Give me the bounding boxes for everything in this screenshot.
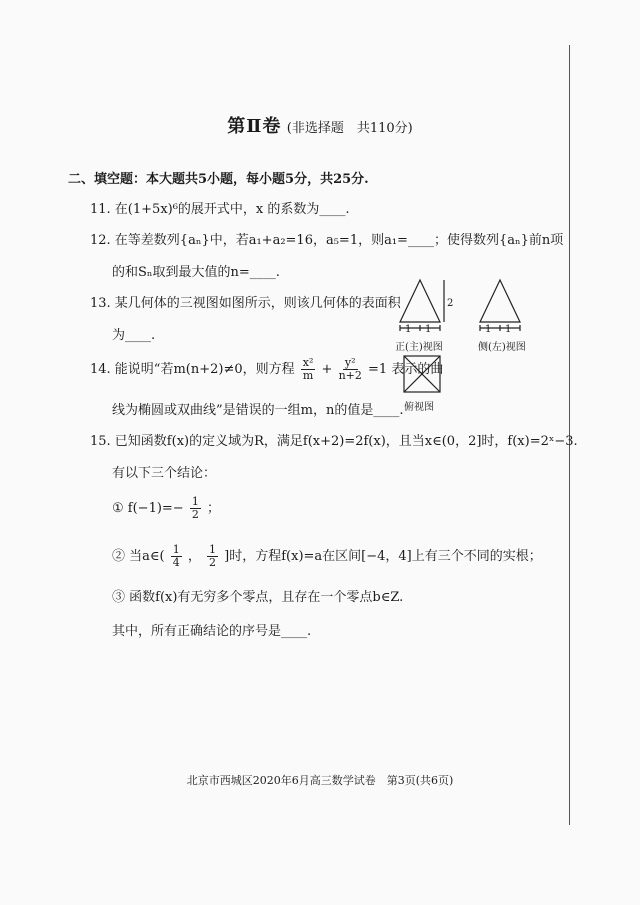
question-15-line1: 15. 已知函数f(x)的定义域为R，满足f(x+2)=2f(x)，且当x∈(0，2]时，f(x)=2ˣ−3. [90, 434, 578, 449]
top-view-caption: 俯视图 [404, 402, 434, 413]
question-14-line1 [90, 357, 443, 382]
c1-suffix: ； [206, 501, 220, 516]
question-15-line2: 有以下三个结论： [112, 466, 217, 481]
q14-frac2-den: n+2 [338, 369, 362, 382]
side-segment-label-b: 1 [505, 324, 512, 335]
front-segment-label-b: 1 [425, 324, 432, 335]
c2-suffix: ]时，方程f(x)=a在区间[−4，4]上有三个不同的实根； [224, 549, 542, 564]
q14-frac1-num: x² [302, 356, 314, 369]
c2-frac1-den: 4 [172, 556, 180, 569]
part-title-subtitle: (非选择题 共110分) [286, 121, 413, 136]
conclusion-2 [112, 544, 542, 569]
question-13-line1: 13. 某几何体的三视图如图所示，则该几何体的表面积 [90, 296, 401, 311]
front-view-caption: 正(主)视图 [395, 342, 443, 353]
q14-frac1 [301, 357, 316, 382]
question-12-line2: 的和Sₙ取到最大值的n=____. [112, 265, 280, 280]
conclusion-3: ③ 函数f(x)有无穷多个零点，且存在一个零点b∈Z. [112, 590, 404, 605]
q14-frac2-num: y² [344, 356, 356, 369]
c2-frac2 [207, 544, 218, 569]
c2-frac1 [171, 544, 182, 569]
c1-frac [190, 496, 201, 521]
c2-frac2-den: 2 [209, 556, 217, 569]
side-view-caption: 侧(左)视图 [478, 342, 526, 353]
q14-plus: + [321, 362, 333, 377]
c2-frac1-num: 1 [172, 543, 180, 556]
question-12-line1: 12. 在等差数列{aₙ}中，若a₁+a₂=16，a₅=1，则a₁=____；使得数列{aₙ}前n项 [90, 233, 564, 248]
height-label: 2 [447, 298, 454, 309]
q14-prefix: 14. 能说明“若m(n+2)≠0，则方程 [90, 362, 295, 377]
c2-prefix: ② 当a∈( [112, 549, 165, 564]
q14-frac2 [339, 357, 362, 382]
part-title [0, 112, 640, 138]
c1-frac-den: 2 [191, 508, 199, 521]
page-footer: 北京市西城区2020年6月高三数学试卷 第3页(共6页) [186, 774, 454, 787]
question-11: 11. 在(1+5x)⁶的展开式中，x 的系数为____. [90, 202, 350, 217]
c2-mid: ， [187, 549, 201, 564]
question-15-final: 其中，所有正确结论的序号是____. [112, 624, 312, 639]
q14-suffix: =1 表示的曲 [368, 362, 444, 377]
front-segment-label-a: 1 [405, 324, 412, 335]
question-13-line2: 为____. [112, 328, 156, 343]
section-heading: 二、填空题：本大题共5小题，每小题5分，共25分. [68, 172, 369, 187]
c1-frac-num: 1 [191, 495, 199, 508]
c1-prefix: ① f(−1)=− [112, 501, 184, 516]
part-title-main: 第Ⅱ卷 [227, 116, 282, 137]
c2-frac2-num: 1 [209, 543, 217, 556]
q14-frac1-den: m [302, 369, 314, 382]
conclusion-1 [112, 496, 220, 521]
side-segment-label-a: 1 [485, 324, 492, 335]
question-14-line2: 线为椭圆或双曲线”是错误的一组m，n的值是____. [112, 403, 404, 418]
